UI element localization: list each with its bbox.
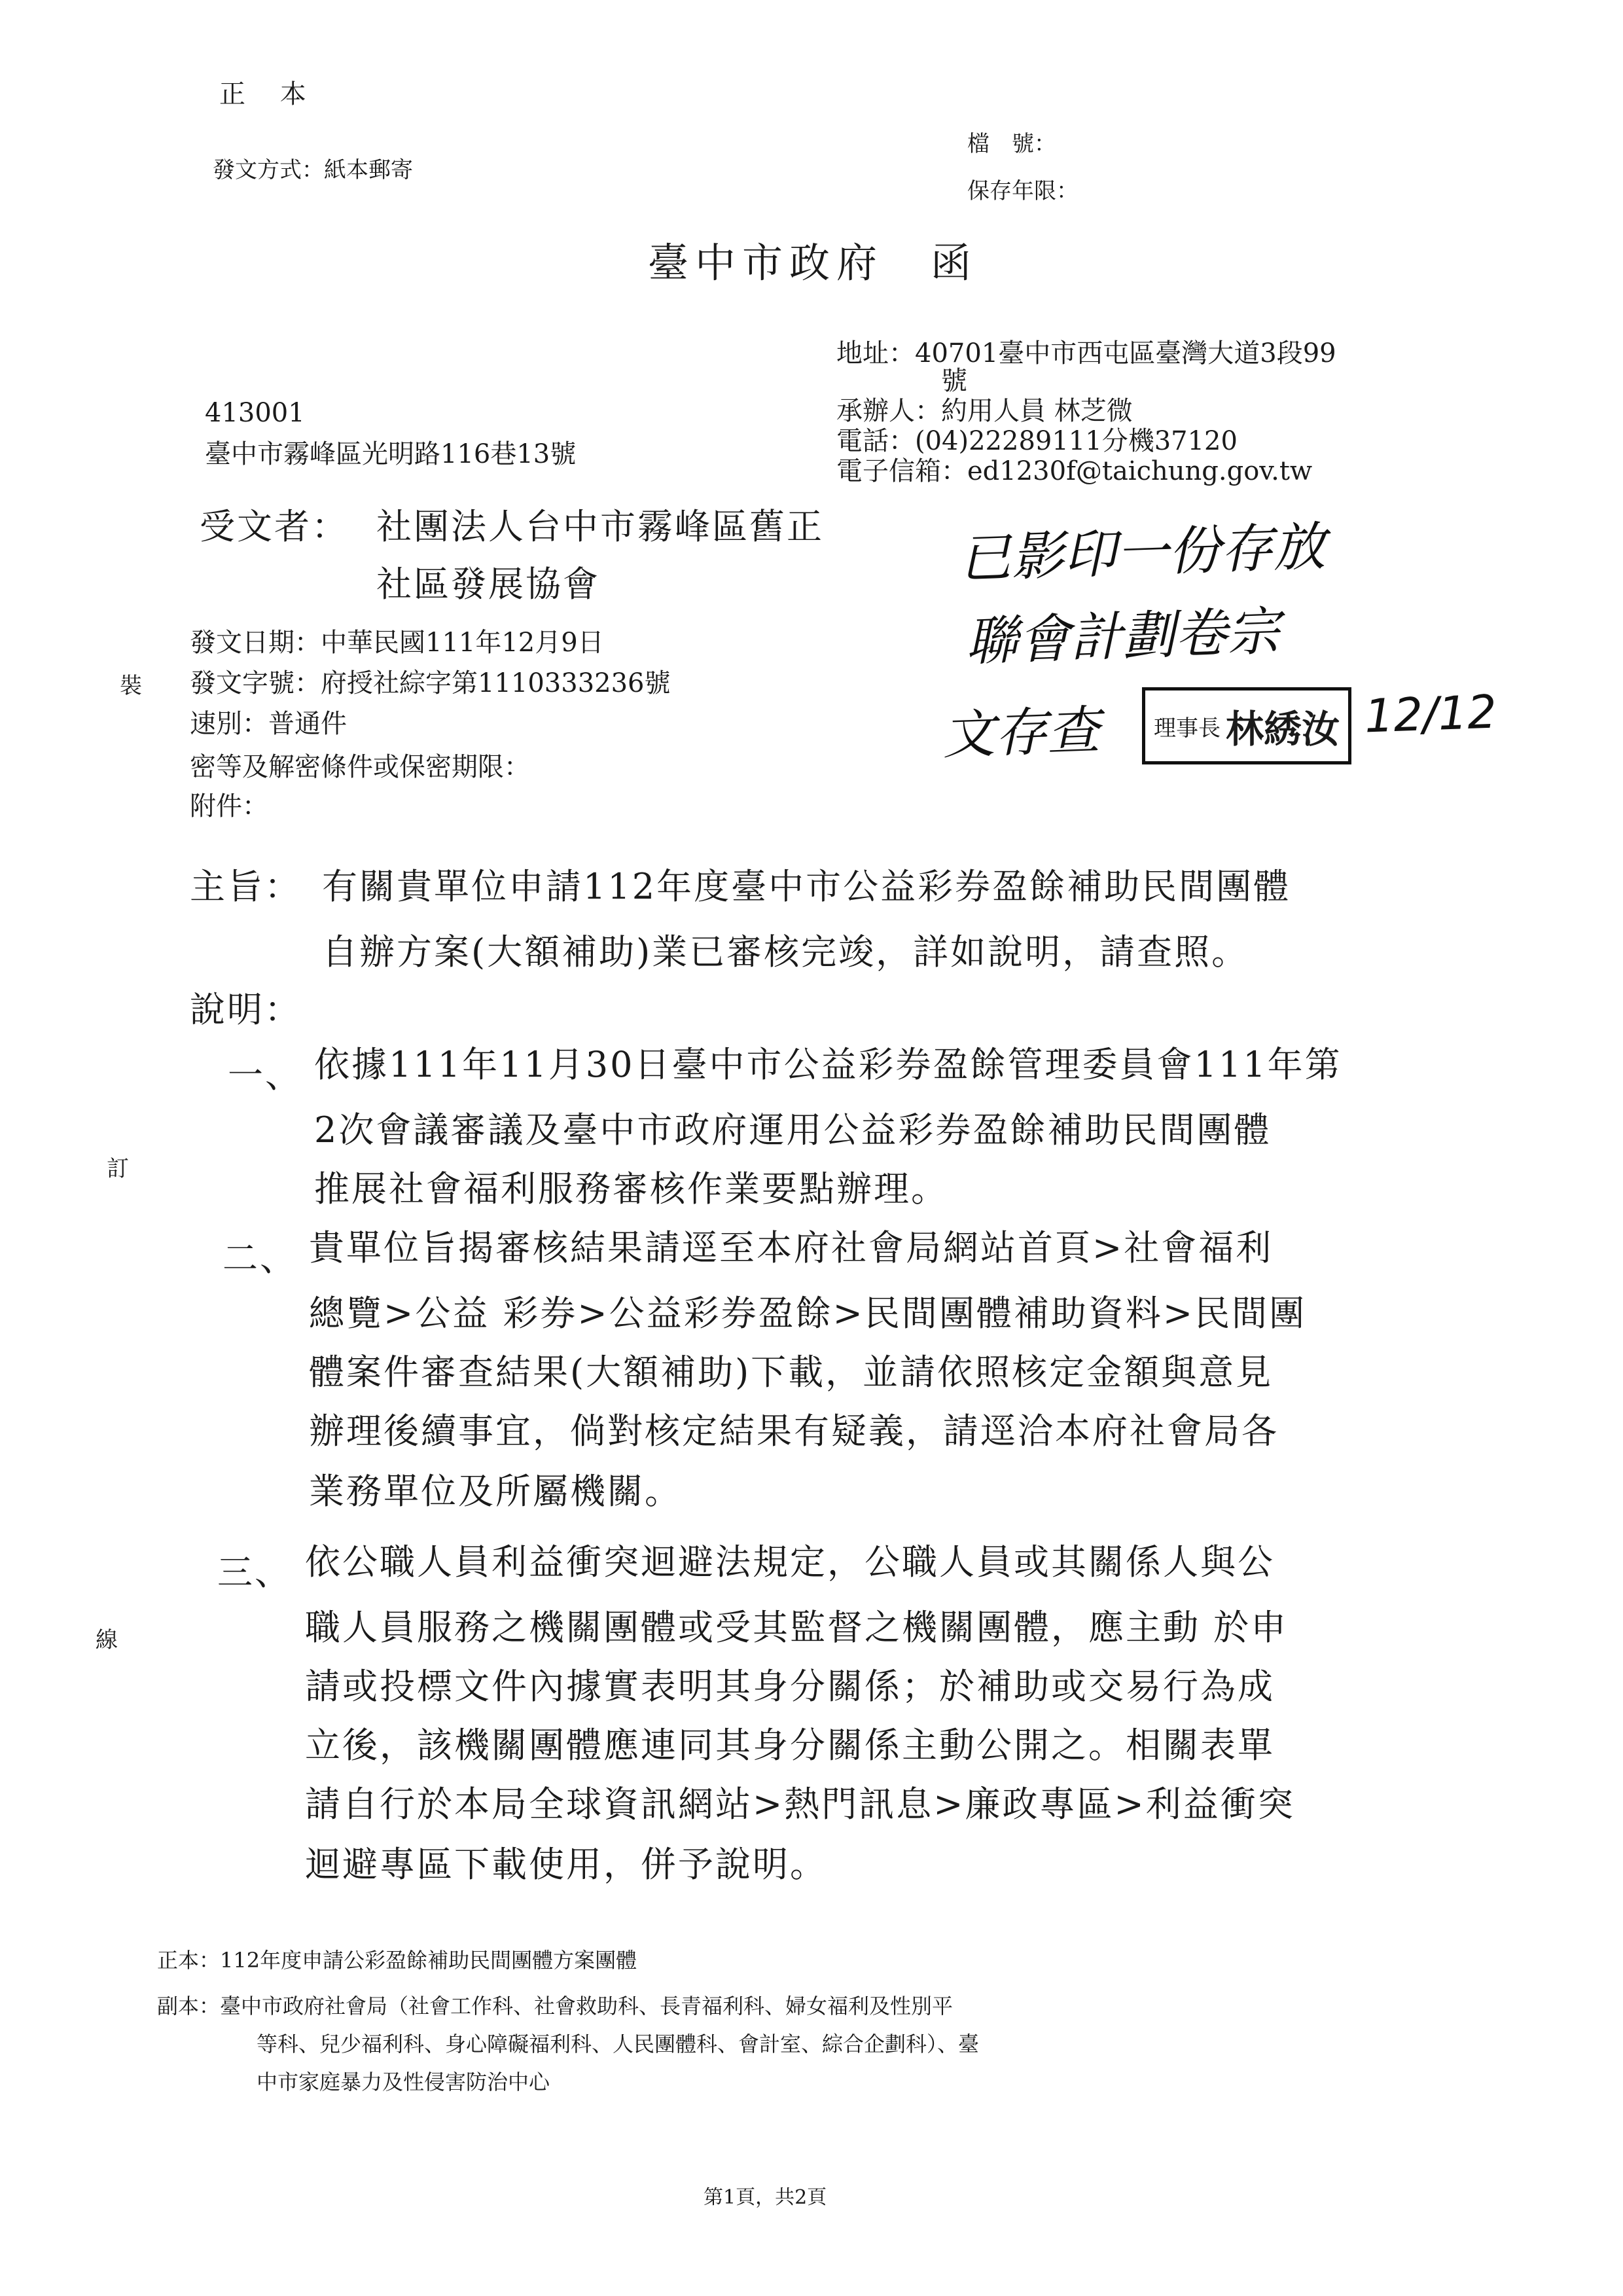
item-2-line5: 業務單位及所屬機關。 [309,1471,682,1512]
issue-number: 發文字號：府授社綜字第1110333236號 [190,668,671,698]
item-3-line1: 依公職人員利益衝突迴避法規定，公職人員或其關係人與公 [305,1541,1275,1583]
file-number: 檔 號： [967,131,1056,157]
item-number: 三、 [217,1552,292,1593]
stamp-title: 理事長 [1153,715,1221,742]
sender-address-line1: 地址：40701臺中市西屯區臺灣大道3段99 [836,338,1336,368]
copy-type: 正 本 [219,79,319,109]
item-number: 一、 [228,1054,302,1096]
subject-line2: 自辦方案(大額補助)業已審核完竣，詳如說明，請查照。 [322,931,1249,973]
item-2-line1: 貴單位旨揭審核結果請逕至本府社會局網站首頁>社會福利 [309,1227,1274,1268]
document-title: 臺中市政府 函 [648,239,978,287]
delivery-method: 發文方式：紙本郵寄 [213,157,413,183]
chairman-stamp [1142,687,1351,764]
recipient-name-line2: 社區發展協會 [376,564,600,605]
item-3-line5: 請自行於本局全球資訊網站>熱門訊息>廉政專區>利益衝突 [305,1784,1295,1825]
issue-date: 發文日期：中華民國111年12月9日 [190,628,604,658]
recipient-label: 受文者： [200,506,349,547]
recipient-zip: 413001 [205,398,305,428]
item-1-line2: 2次會議審議及臺中市政府運用公益彩券盈餘補助民間團體 [314,1109,1272,1151]
item-1-line1: 依據111年11月30日臺中市公益彩券盈餘管理委員會111年第 [314,1044,1342,1085]
stamp-name: 林綉汝 [1225,707,1340,751]
subject-label: 主旨： [190,866,302,907]
explanation-label: 說明： [190,989,302,1030]
handwritten-note-line3: 文存查 [941,699,1101,766]
distribution-original: 正本：112年度申請公彩盈餘補助民間團體方案團體 [157,1948,637,1973]
item-3-line2: 職人員服務之機關團體或受其監督之機關團體，應主動 於申 [305,1607,1289,1648]
item-3-line4: 立後，該機關團體應連同其身分關係主動公開之。相關表單 [305,1725,1275,1766]
recipient-name-line1: 社團法人台中市霧峰區舊正 [376,506,824,547]
sender-handler: 承辦人：約用人員 林芝微 [836,396,1133,426]
handwritten-initials: 12/12 [1363,685,1498,744]
distribution-copy-line2: 等科、兒少福利科、身心障礙福利科、人民團體科、會計室、綜合企劃科）、臺 [257,2032,980,2056]
item-2-line2: 總覽>公益 彩券>公益彩券盈餘>民間團體補助資料>民間團 [309,1293,1307,1334]
item-2-line4: 辦理後續事宜，倘對核定結果有疑義，請逕洽本府社會局各 [309,1410,1279,1452]
subject-line1: 有關貴單位申請112年度臺中市公益彩券盈餘補助民間團體 [322,866,1291,907]
retention-period: 保存年限： [967,178,1079,204]
recipient-street: 臺中市霧峰區光明路116巷13號 [205,439,577,469]
page-number: 第1頁，共2頁 [704,2186,827,2209]
item-number: 二、 [223,1238,297,1279]
urgency: 速別：普通件 [190,709,347,739]
distribution-copy-line1: 副本：臺中市政府社會局（社會工作科、社會救助科、長青福利科、婦女福利及性別平 [157,1994,954,2018]
margin-mark-line: 線 [96,1627,118,1653]
item-3-line6: 迴避專區下載使用，併予說明。 [305,1844,827,1885]
margin-mark-staple: 訂 [107,1156,129,1182]
handwritten-note-line2: 聯會計劃卷宗 [964,600,1281,673]
item-2-line3: 體案件審查結果(大額補助)下載，並請依照核定金額與意見 [309,1352,1274,1393]
item-3-line3: 請或投標文件內據實表明其身分關係；於補助或交易行為成 [305,1666,1275,1707]
distribution-copy-line3: 中市家庭暴力及性侵害防治中心 [257,2070,550,2094]
attachment: 附件： [190,791,268,821]
security-level: 密等及解密條件或保密期限： [190,752,530,782]
item-1-line3: 推展社會福利服務審核作業要點辦理。 [314,1168,948,1210]
sender-address-line2: 號 [941,366,967,396]
handwritten-note-line1: 已影印一份存放 [957,516,1327,590]
sender-phone: 電話：(04)22289111分機37120 [836,426,1238,456]
margin-mark-bind: 裝 [120,673,142,699]
sender-email: 電子信箱：ed1230f@taichung.gov.tw [836,456,1313,486]
